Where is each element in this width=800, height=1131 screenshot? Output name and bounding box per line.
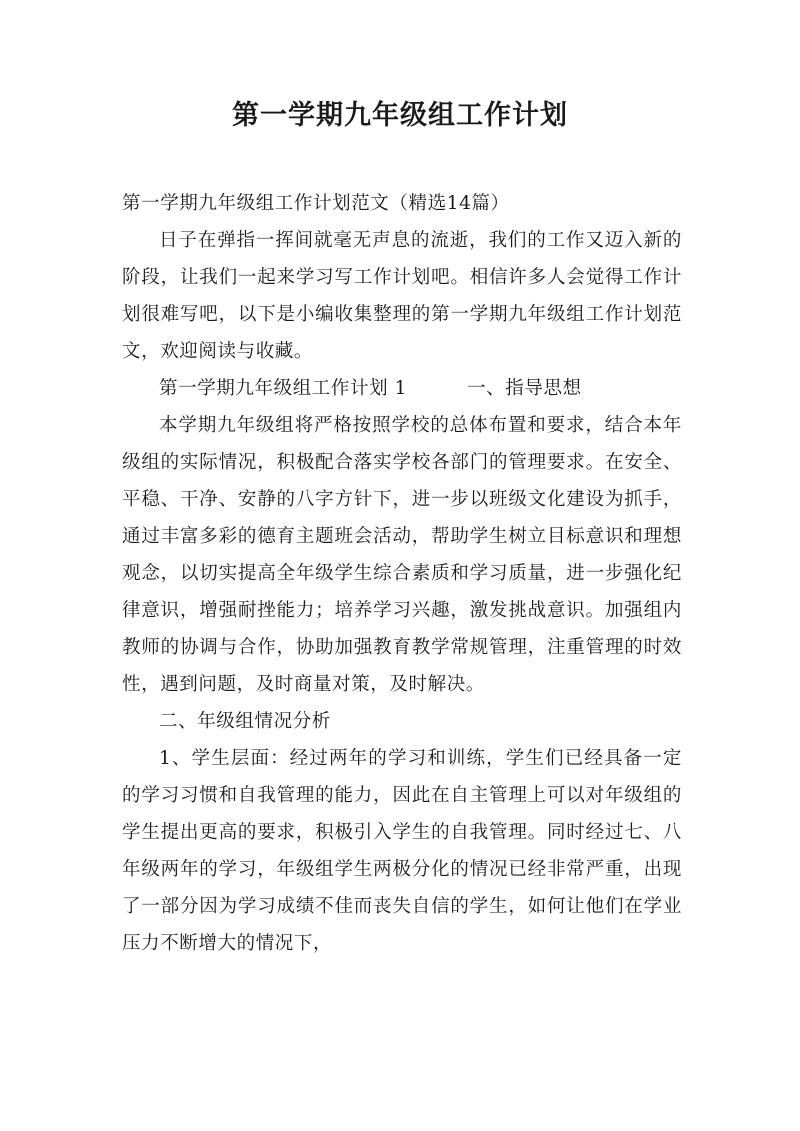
- section-heading: 第一学期九年级组工作计划 1: [159, 378, 408, 399]
- guiding-paragraph: 本学期九年级组将严格按照学校的总体布置和要求，结合本年级组的实际情况，积极配合落实学校各部门的管理要求。在安全、平稳、干净、安静的八字方针下，进一步以班级文化建设为抓手，通过丰富多彩的德育主题班会活动，帮助学生树立目标意识和理想观念，以切实提高全年级学生综合素质和学习质量，进一步强化纪律意识，增强耐挫能力；培养学习兴趣，激发挑战意识。加强组内教师的协调与合作，协助加强教育教学常规管理，注重管理的时效性，遇到问题，及时商量对策，及时解决。: [122, 415, 682, 695]
- intro-paragraph: 日子在弹指一挥间就毫无声息的流逝，我们的工作又迈入新的阶段，让我们一起来学习写工作计划吧。相信许多人会觉得工作计划很难写吧，以下是小编收集整理的第一学期九年级组工作计划范文，欢迎阅读与收藏。: [122, 230, 682, 362]
- student-paragraph: 1、学生层面：经过两年的学习和训练，学生们已经具备一定的学习习惯和自我管理的能力，因此在自主管理上可以对年级组的学生提出更高的要求，积极引入学生的自我管理。同时经过七、八年级两年的学习，年级组学生两极分化的情况已经非常严重，出现了一部分因为学习成绩不佳而丧失自信的学生，如何让他们在学业压力不断增大的情况下，: [122, 748, 682, 954]
- document-title: 第一学期九年级组工作计划: [232, 100, 568, 131]
- document-body: [122, 185, 682, 962]
- section-heading-line: [122, 370, 682, 407]
- section-point: 一、指导思想: [467, 378, 582, 399]
- analysis-heading: 二、年级组情况分析: [159, 711, 331, 732]
- document-subtitle: 第一学期九年级组工作计划范文（精选14篇）: [122, 193, 510, 214]
